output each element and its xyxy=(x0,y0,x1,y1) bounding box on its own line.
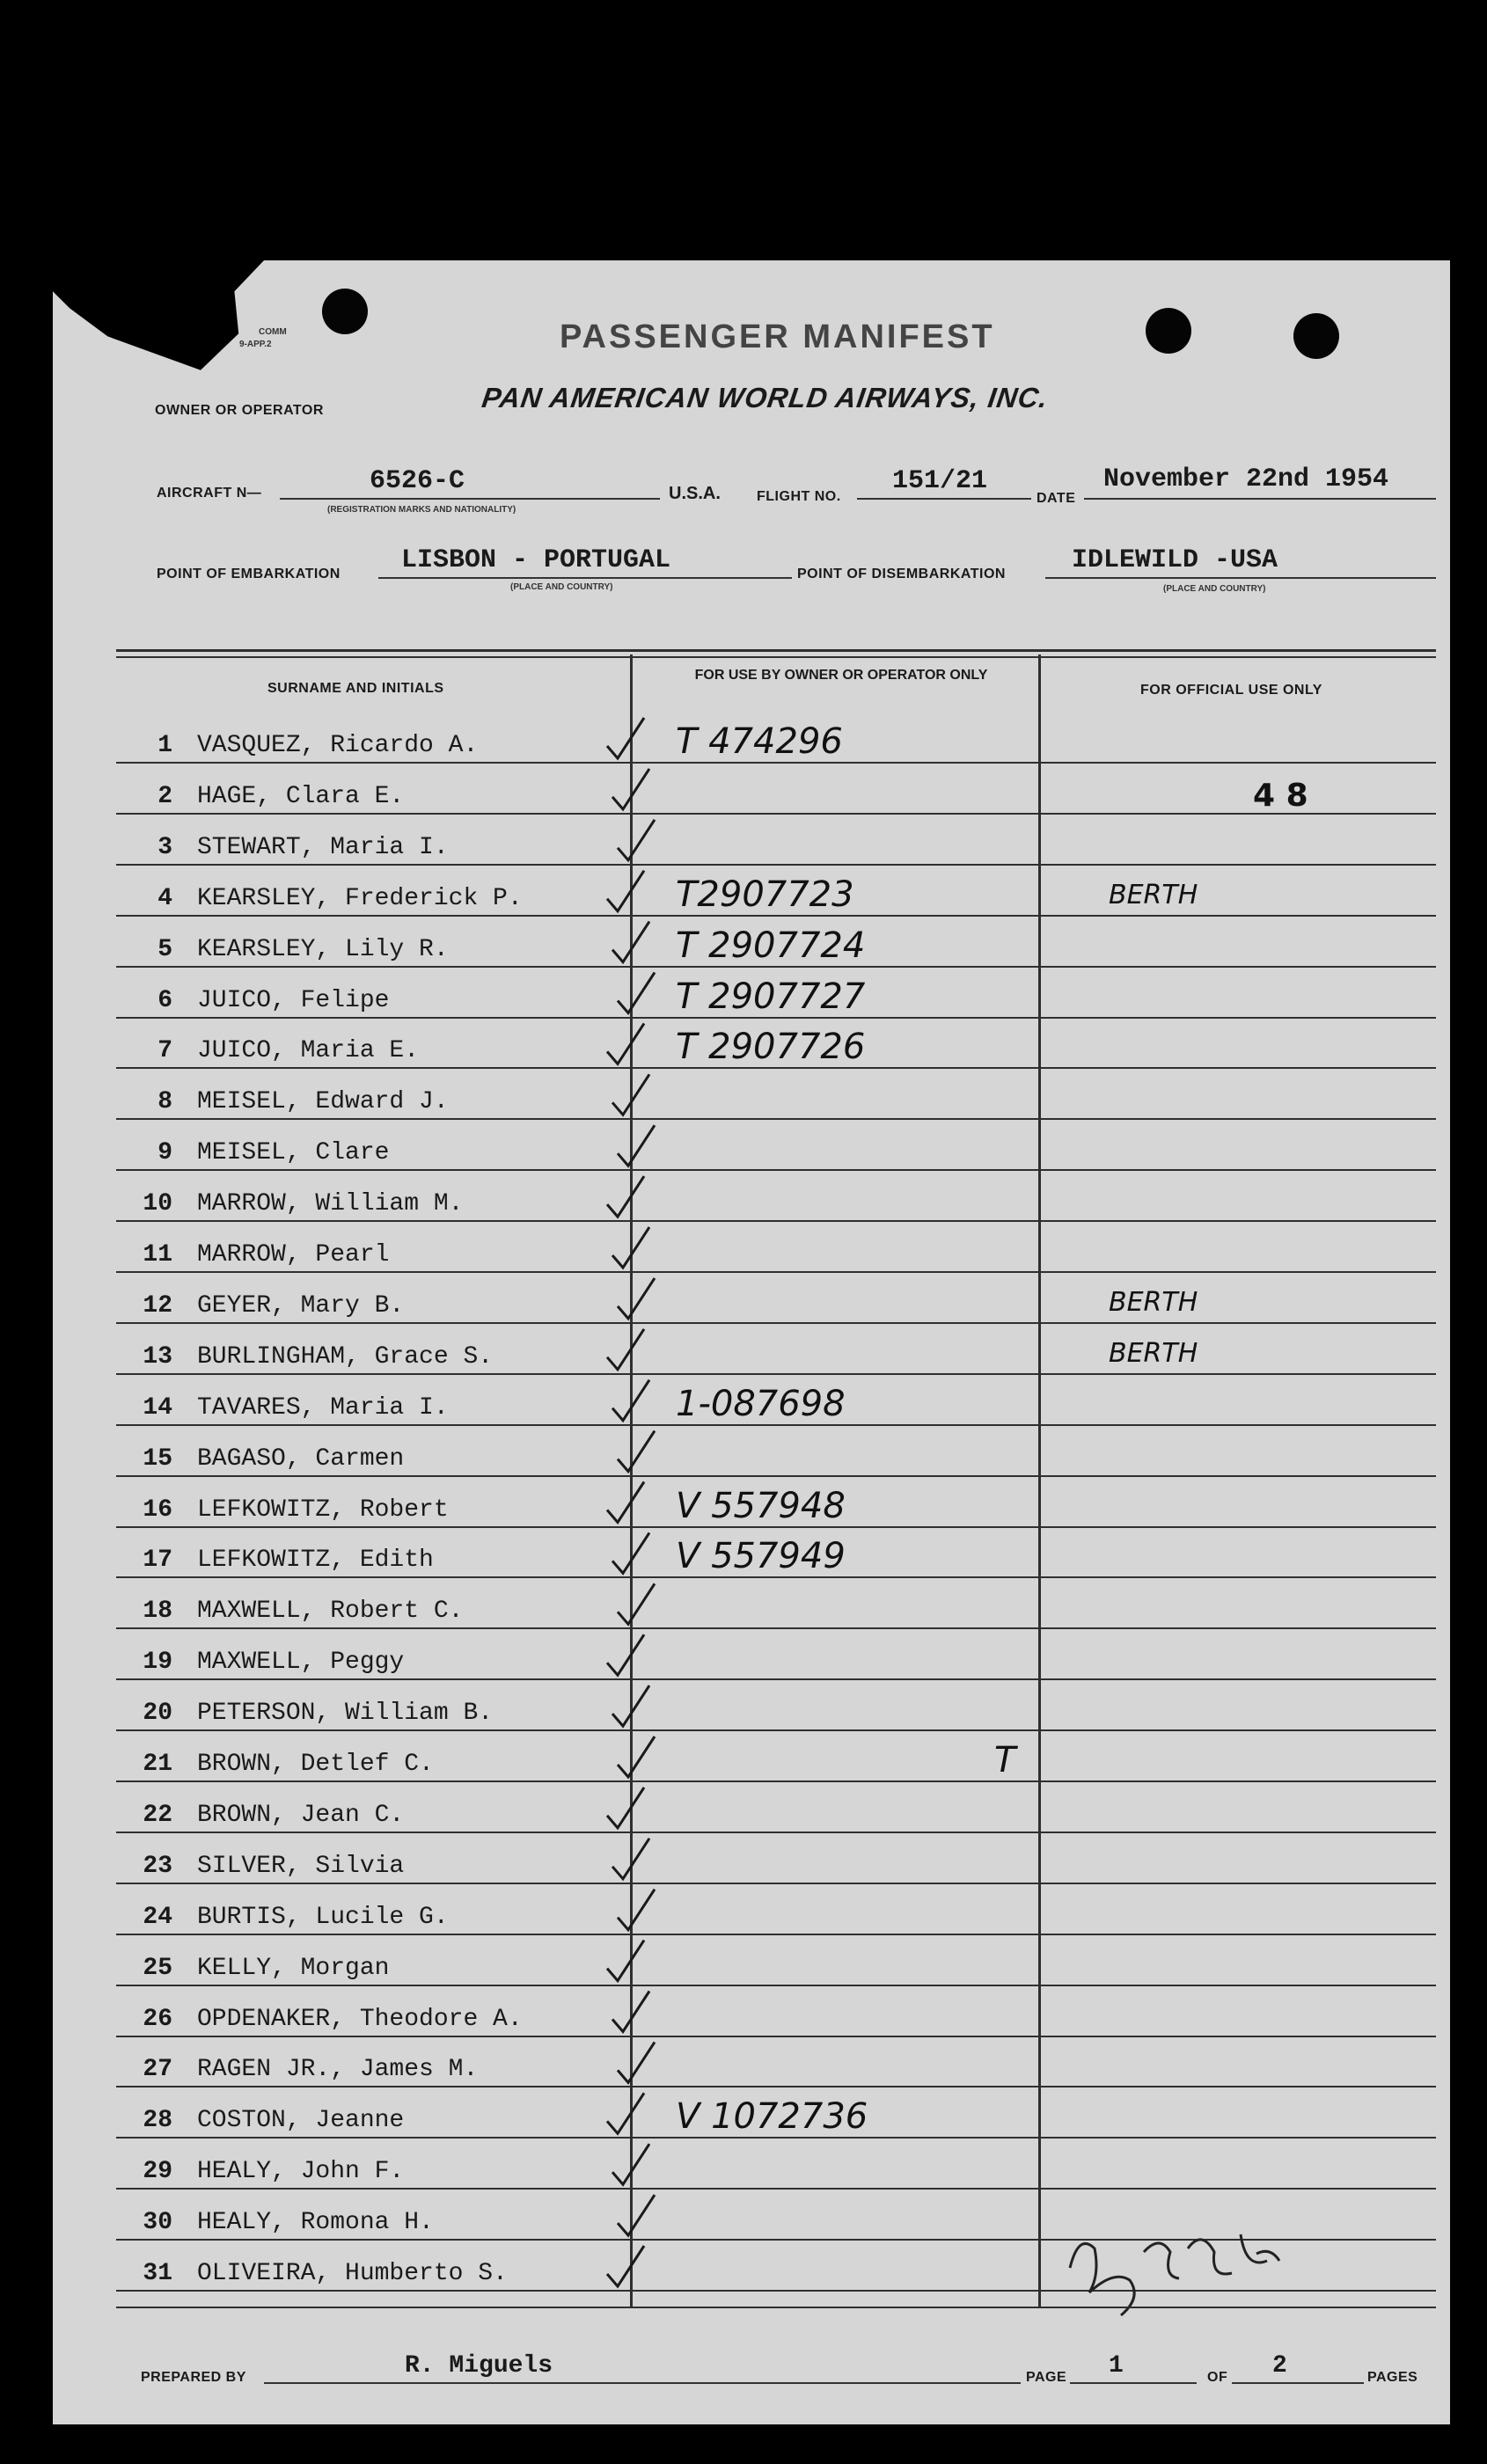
check-mark xyxy=(612,1685,649,1726)
passenger-name: TAVARES, Maria I. xyxy=(197,1393,449,1422)
row-number: 6 xyxy=(157,986,172,1014)
check-mark xyxy=(618,1736,655,1777)
check-mark xyxy=(612,1380,649,1421)
check-mark xyxy=(612,1839,649,1879)
owner-note-handwritten: V 557948 xyxy=(676,1485,846,1526)
passenger-name: KELLY, Morgan xyxy=(197,1954,390,1982)
row-number: 7 xyxy=(157,1037,172,1065)
page-value: 1 xyxy=(1109,2352,1124,2380)
row-number: 20 xyxy=(143,1700,172,1728)
check-mark xyxy=(607,1329,644,1370)
registration-caption: (REGISTRATION MARKS AND NATIONALITY) xyxy=(327,505,516,515)
row-number: 23 xyxy=(143,1852,172,1880)
check-mark xyxy=(607,2246,644,2286)
official-note: BERTH xyxy=(1109,1286,1198,1318)
row-number: 22 xyxy=(143,1801,172,1829)
check-mark xyxy=(607,1482,644,1523)
aircraft-label: AIRCRAFT N— xyxy=(157,486,262,501)
passenger-name: MARROW, Pearl xyxy=(197,1241,390,1269)
check-mark xyxy=(618,1278,655,1319)
table-bottom-rule xyxy=(116,2307,1436,2308)
column-header-owner-use: FOR USE BY OWNER OR OPERATOR ONLY xyxy=(694,668,988,683)
check-mark xyxy=(607,1634,644,1675)
passenger-name: MEISEL, Edward J. xyxy=(197,1088,449,1116)
of-value: 2 xyxy=(1272,2352,1287,2380)
passenger-name: MAXWELL, Robert C. xyxy=(197,1598,464,1626)
row-number: 5 xyxy=(157,935,172,963)
company-name: PAN AMERICAN WORLD AIRWAYS, INC. xyxy=(480,382,1051,413)
check-mark xyxy=(612,922,649,962)
of-label: OF xyxy=(1207,2370,1228,2385)
form-code-line2: 9-APP.2 xyxy=(239,340,272,349)
row-number: 31 xyxy=(143,2260,172,2287)
row-number: 3 xyxy=(157,833,172,861)
page-label: PAGE xyxy=(1026,2370,1067,2385)
owner-note-handwritten: T 2907726 xyxy=(676,1027,866,1068)
disembark-label: POINT OF DISEMBARKATION xyxy=(797,567,1006,581)
official-note: BERTH xyxy=(1109,879,1198,910)
owner-note-handwritten: T 2907724 xyxy=(676,925,866,966)
column-header-official-use: FOR OFFICIAL USE ONLY xyxy=(1140,683,1322,698)
owner-label: OWNER OR OPERATOR xyxy=(155,403,324,418)
passenger-name: VASQUEZ, Ricardo A. xyxy=(197,732,479,759)
official-note: BERTH xyxy=(1109,1337,1198,1369)
embark-label: POINT OF EMBARKATION xyxy=(157,567,341,581)
row-number: 27 xyxy=(143,2056,172,2084)
row-number: 13 xyxy=(143,1342,172,1371)
owner-note-handwritten: T 2907727 xyxy=(676,976,866,1017)
passenger-name: BAGASO, Carmen xyxy=(197,1444,405,1473)
row-number: 10 xyxy=(143,1190,172,1218)
page-title: PASSENGER MANIFEST xyxy=(560,318,995,355)
check-mark xyxy=(607,871,644,911)
check-mark xyxy=(618,1890,655,1930)
passenger-name: BROWN, Detlef C. xyxy=(197,1751,434,1778)
disembark-caption: (PLACE AND COUNTRY) xyxy=(1163,584,1266,594)
column-header-surname: SURNAME AND INITIALS xyxy=(267,681,444,696)
owner-note-handwritten: T 474296 xyxy=(676,721,843,762)
aircraft-value: 6526-C xyxy=(370,466,465,496)
row-number: 24 xyxy=(143,1903,172,1931)
check-mark xyxy=(607,718,644,758)
passenger-name: SILVER, Silvia xyxy=(197,1852,405,1880)
check-mark xyxy=(612,1532,649,1573)
official-signature xyxy=(1070,2234,1279,2315)
check-mark xyxy=(612,769,649,809)
date-value: November 22nd 1954 xyxy=(1103,464,1389,494)
check-mark xyxy=(618,1125,655,1166)
row-number: 30 xyxy=(143,2209,172,2237)
check-mark xyxy=(618,2195,655,2235)
passenger-name: OPDENAKER, Theodore A. xyxy=(197,2005,523,2033)
passenger-name: MEISEL, Clare xyxy=(197,1139,390,1167)
check-mark xyxy=(607,1788,644,1828)
owner-note-handwritten: 1-087698 xyxy=(676,1383,846,1424)
check-mark xyxy=(612,1992,649,2032)
row-number: 8 xyxy=(157,1088,172,1116)
pages-label: PAGES xyxy=(1367,2370,1418,2385)
owner-note-handwritten: T xyxy=(994,1740,1016,1780)
owner-note-handwritten: V 557949 xyxy=(676,1536,846,1577)
row-number: 21 xyxy=(143,1751,172,1778)
check-mark xyxy=(618,1431,655,1472)
row-number: 29 xyxy=(143,2158,172,2186)
passenger-name: KEARSLEY, Lily R. xyxy=(197,935,449,963)
passenger-name: JUICO, Felipe xyxy=(197,986,390,1014)
row-number: 9 xyxy=(157,1139,172,1167)
passenger-name: RAGEN JR., James M. xyxy=(197,2056,479,2084)
page-underline xyxy=(1070,2382,1197,2384)
passenger-name: OLIVEIRA, Humberto S. xyxy=(197,2260,508,2287)
owner-note-handwritten: T2907723 xyxy=(676,874,854,915)
passenger-name: BROWN, Jean C. xyxy=(197,1801,405,1829)
passenger-name: KEARSLEY, Frederick P. xyxy=(197,884,523,912)
passenger-name: MAXWELL, Peggy xyxy=(197,1649,405,1677)
check-mark xyxy=(607,1023,644,1064)
row-number: 12 xyxy=(143,1291,172,1320)
owner-note-handwritten: V 1072736 xyxy=(676,2096,868,2138)
embark-caption: (PLACE AND COUNTRY) xyxy=(510,582,613,592)
flight-value: 151/21 xyxy=(892,466,988,496)
embark-value: LISBON - PORTUGAL xyxy=(401,545,671,575)
form-code-line1: COMM xyxy=(259,327,287,337)
prepared-by-value: R. Miguels xyxy=(405,2352,553,2380)
row-number: 1 xyxy=(157,732,172,759)
passenger-name: HEALY, Romona H. xyxy=(197,2209,434,2237)
prepared-by-underline xyxy=(264,2382,1021,2384)
check-mark xyxy=(618,2042,655,2082)
row-number: 2 xyxy=(157,782,172,810)
row-number: 17 xyxy=(143,1546,172,1575)
passenger-name: GEYER, Mary B. xyxy=(197,1291,405,1320)
check-mark xyxy=(618,973,655,1013)
row-number: 16 xyxy=(143,1495,172,1524)
check-mark xyxy=(612,1227,649,1268)
row-number: 25 xyxy=(143,1954,172,1982)
passenger-name: LEFKOWITZ, Robert xyxy=(197,1495,449,1524)
passenger-name: JUICO, Maria E. xyxy=(197,1037,420,1065)
passenger-name: BURTIS, Lucile G. xyxy=(197,1903,449,1931)
passenger-name: STEWART, Maria I. xyxy=(197,833,449,861)
row-number: 26 xyxy=(143,2005,172,2033)
passenger-name: COSTON, Jeanne xyxy=(197,2107,405,2135)
flight-label: FLIGHT NO. xyxy=(757,489,841,504)
check-mark xyxy=(607,1176,644,1217)
passenger-name: MARROW, William M. xyxy=(197,1190,464,1218)
disembark-value: IDLEWILD -USA xyxy=(1072,545,1278,575)
passenger-name: BURLINGHAM, Grace S. xyxy=(197,1342,494,1371)
row-number: 11 xyxy=(143,1241,172,1269)
row-number: 28 xyxy=(143,2107,172,2135)
row-number: 15 xyxy=(143,1444,172,1473)
passenger-name: LEFKOWITZ, Edith xyxy=(197,1546,434,1575)
passenger-name: HAGE, Clara E. xyxy=(197,782,405,810)
check-mark xyxy=(607,1941,644,1981)
row-number: 19 xyxy=(143,1649,172,1677)
date-label: DATE xyxy=(1037,491,1076,506)
official-note: 4 8 xyxy=(1253,777,1308,814)
prepared-by-label: PREPARED BY xyxy=(141,2370,246,2385)
check-mark xyxy=(612,2144,649,2184)
row-number: 18 xyxy=(143,1598,172,1626)
row-number: 14 xyxy=(143,1393,172,1422)
check-mark xyxy=(607,2093,644,2133)
row-number: 4 xyxy=(157,884,172,912)
check-mark xyxy=(612,1074,649,1115)
passenger-name: PETERSON, William B. xyxy=(197,1700,494,1728)
passenger-name: HEALY, John F. xyxy=(197,2158,405,2186)
check-mark xyxy=(618,1583,655,1624)
usa-label: U.S.A. xyxy=(669,484,721,503)
check-mark xyxy=(618,820,655,860)
of-underline xyxy=(1232,2382,1364,2384)
